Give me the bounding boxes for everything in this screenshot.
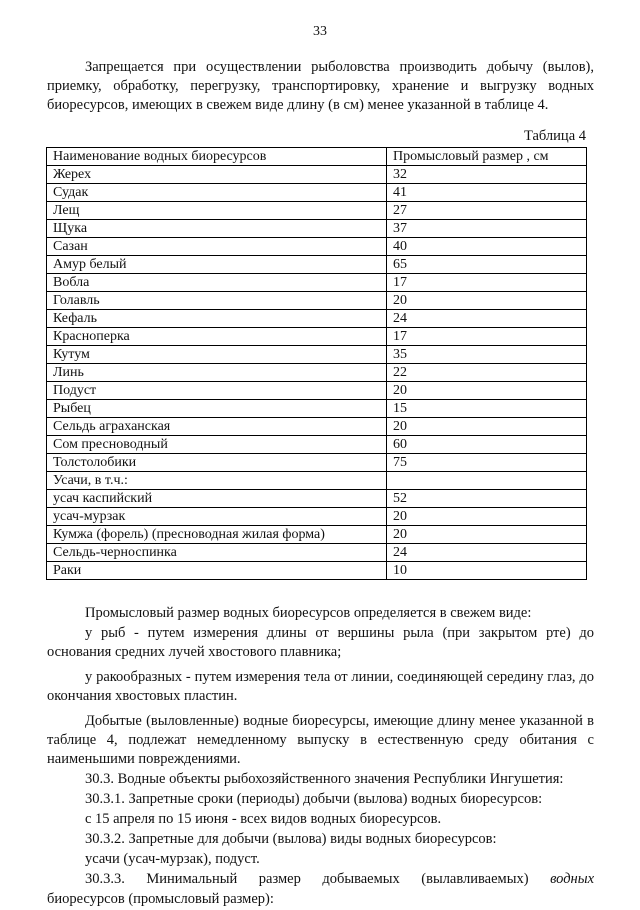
species-cell: Красноперка <box>47 328 387 346</box>
species-cell: Вобла <box>47 274 387 292</box>
species-cell: усач каспийский <box>47 490 387 508</box>
species-cell: усач-мурзак <box>47 508 387 526</box>
table-row <box>47 346 587 364</box>
species-cell: Сельдь аграханская <box>47 418 387 436</box>
species-cell: Подуст <box>47 382 387 400</box>
size-cell: 27 <box>387 202 587 220</box>
size-cell: 15 <box>387 400 587 418</box>
size-cell: 10 <box>387 562 587 580</box>
size-cell: 41 <box>387 184 587 202</box>
paragraph: 30.3.1. Запретные сроки (периоды) добычи (вылова) водных биоресурсов: <box>85 791 543 807</box>
size-cell: 35 <box>387 346 587 364</box>
table-row <box>47 418 587 436</box>
size-cell: 20 <box>387 418 587 436</box>
table-caption: Таблица 4 <box>523 128 586 144</box>
table-row <box>47 490 587 508</box>
species-cell: Сельдь-черноспинка <box>47 544 387 562</box>
size-cell: 24 <box>387 310 587 328</box>
size-cell: 65 <box>387 256 587 274</box>
paragraph: у ракообразных - путем измерения тела от линии, соединяющей середину глаз, до окончания хвостовых пластин. <box>47 669 594 704</box>
size-cell: 17 <box>387 328 587 346</box>
species-cell: Кутум <box>47 346 387 364</box>
paragraph-part: 30.3.3. Минимальный размер добываемых (вылавливаемых) <box>85 871 529 887</box>
table-row <box>47 166 587 184</box>
table-row <box>47 184 587 202</box>
table-header-row <box>47 148 587 166</box>
table-row <box>47 238 587 256</box>
paragraph: усачи (усач-мурзак), подуст. <box>85 851 260 867</box>
table-row <box>47 328 587 346</box>
species-cell: Амур белый <box>47 256 387 274</box>
size-cell: 75 <box>387 454 587 472</box>
species-cell: Усачи, в т.ч.: <box>47 472 387 490</box>
table-row <box>47 526 587 544</box>
size-cell: 22 <box>387 364 587 382</box>
species-cell: Жерех <box>47 166 387 184</box>
size-cell: 52 <box>387 490 587 508</box>
page-number: 33 <box>313 24 327 39</box>
table-row <box>47 364 587 382</box>
paragraph: у рыб - путем измерения длины от вершины рыла (при закрытом рте) до основания средних лучей хвостового плавника; <box>47 625 594 660</box>
table-row <box>47 472 587 490</box>
body-text <box>47 598 594 910</box>
size-cell: 20 <box>387 382 587 400</box>
paragraph <box>47 870 594 889</box>
size-cell: 40 <box>387 238 587 256</box>
table-row <box>47 292 587 310</box>
size-cell: 37 <box>387 220 587 238</box>
table-row <box>47 310 587 328</box>
paragraph: 30.3.2. Запретные для добычи (вылова) виды водных биоресурсов: <box>85 831 497 847</box>
paragraph: с 15 апреля по 15 июня - всех видов водных биоресурсов. <box>85 811 442 827</box>
table-row <box>47 382 587 400</box>
size-cell <box>387 472 587 490</box>
table-row <box>47 274 587 292</box>
table-row <box>47 220 587 238</box>
species-cell: Сазан <box>47 238 387 256</box>
species-cell: Толстолобики <box>47 454 387 472</box>
species-cell: Линь <box>47 364 387 382</box>
size-table <box>46 147 587 580</box>
species-cell: Судак <box>47 184 387 202</box>
paragraph-part: водных <box>550 871 595 887</box>
species-cell: Рыбец <box>47 400 387 418</box>
species-cell: Лещ <box>47 202 387 220</box>
paragraph: 30.3. Водные объекты рыбохозяйственного значения Республики Ингушетия: <box>85 771 564 787</box>
paragraph: Промысловый размер водных биоресурсов определяется в свежем виде: <box>85 605 532 621</box>
size-cell: 20 <box>387 508 587 526</box>
size-cell: 20 <box>387 292 587 310</box>
species-cell: Кумжа (форель) (пресноводная жилая форма) <box>47 526 387 544</box>
size-cell: 32 <box>387 166 587 184</box>
species-cell: Раки <box>47 562 387 580</box>
table-row <box>47 544 587 562</box>
intro-paragraph: Запрещается при осуществлении рыболовства производить добычу (вылов), приемку, обработку, перегрузку, транспортировку, хранение и выгрузку водных биоресурсов, имеющих в свежем виде длину (в см) менее указанной в таблице 4. <box>47 59 594 113</box>
table-row <box>47 202 587 220</box>
size-cell: 24 <box>387 544 587 562</box>
table-header-cell: Наименование водных биоресурсов <box>47 148 387 166</box>
species-cell: Кефаль <box>47 310 387 328</box>
table-row <box>47 400 587 418</box>
table-row <box>47 562 587 580</box>
species-cell: Щука <box>47 220 387 238</box>
table-row <box>47 256 587 274</box>
table-row <box>47 454 587 472</box>
size-cell: 20 <box>387 526 587 544</box>
species-cell: Сом пресноводный <box>47 436 387 454</box>
paragraph: Добытые (выловленные) водные биоресурсы, имеющие длину менее указанной в таблице 4, подлежат немедленному выпуску в естественную среду обитания с наименьшими повреждениями. <box>47 713 594 767</box>
size-cell: 60 <box>387 436 587 454</box>
table-header-cell: Промысловый размер , см <box>387 148 587 166</box>
size-cell: 17 <box>387 274 587 292</box>
species-cell: Голавль <box>47 292 387 310</box>
table-row <box>47 508 587 526</box>
paragraph: биоресурсов (промысловый размер): <box>47 891 274 907</box>
table-row <box>47 436 587 454</box>
